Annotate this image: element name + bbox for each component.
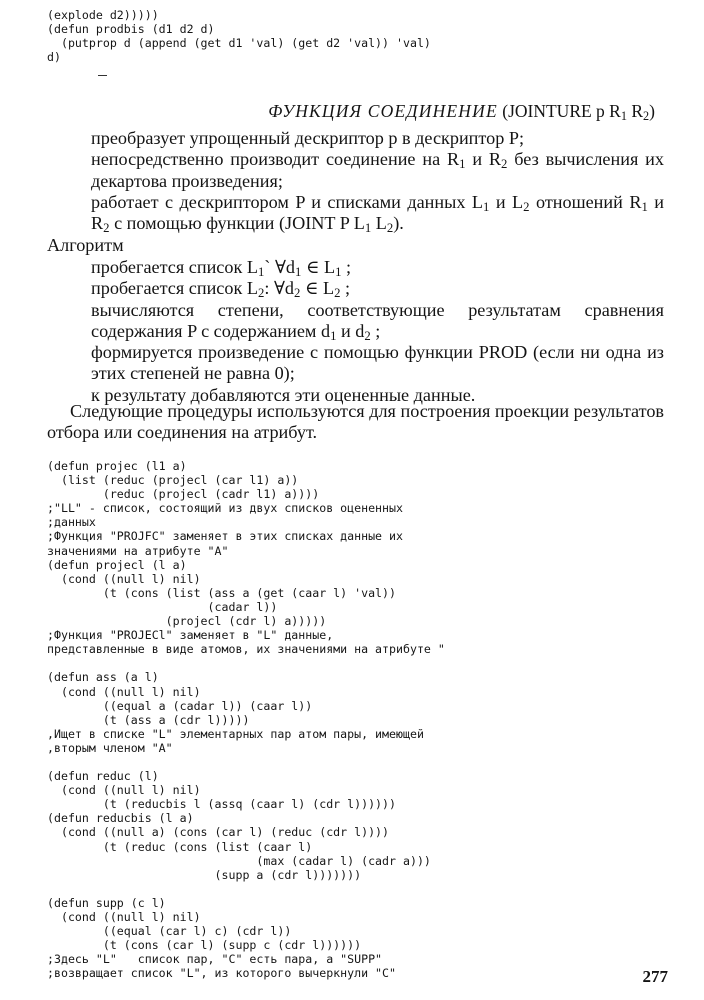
algorithm-step: к результату добавляются эти оцененные данные. — [91, 384, 476, 405]
description-line: работает с дескриптором P и списками данных $L_1$ и $L_2$ отношений $R_1$ и $R_2$ с помощью функции (JOINT P $L_1$ $L_2$). — [91, 191, 665, 236]
page-number: 277 — [642, 967, 668, 986]
algorithm-step: пробегается список $L_2$: $\forall d_2$ ∈ $L_2$ ; — [91, 278, 351, 301]
function-signature: (JOINTURE p $R_1$ $R_2$) — [502, 101, 655, 124]
intro-paragraph: Следующие процедуры используются для построения проекции результатов отбора или соединения на атрибут. — [47, 401, 664, 443]
decorative-dash — [98, 75, 107, 76]
function-description — [91, 128, 664, 234]
code-block-top: (explode d2))))) (defun prodbis (d1 d2 d) (putprop d (append (get d1 'val) (get d2 'val)) 'val) d) — [47, 8, 431, 65]
function-heading — [268, 101, 655, 122]
code-block-main: (defun projec (l1 a) (list (reduc (projecl (car l1) a)) (reduc (projecl (cadr l1) a)))) ;"LL" - список, состоящий из двух списков оцененных ;данных ;Функция "PROJFC" заменяет в этих списках данные их значениями на атрибуте "A" (defun projecl (l a) (cond ((null l) nil) (t (cons (list (ass a (get (caar l) 'val)) (cadar l)) (projecl (cdr l) a))))) ;Функция "PROJECl" заменяет в "L" данные, представленные в виде атомов, их значениями на атрибуте " (defun ass (a l) (cond ((null l) nil) ((equal a (cadar l)) (caar l)) (t (ass a (cdr l))))) ,Ищет в списке "L" элементарных пар атом пары, имеющей ,вторым членом "A" (defun reduc (l) (cond ((null l) nil) (t (reducbis l (assq (caar l) (cdr l)))))) (defun reducbis (l a) (cond ((null a) (cons (car l) (reduc (cdr l)))) (t (reduc (cons (list (caar l) (max (cadar l) (cadr a))) (supp a (cdr l))))))) (defun supp (c l) (cond ((null l) nil) ((equal (car l) c) (cdr l)) (t (cons (car l) (supp c (cdr l)))))) ;Здесь "L" список пар, "C" есть пара, а "SUPP" ;возвращает список "L", из которого вычеркнули "C" — [47, 459, 445, 981]
algorithm-title: Алгоритм — [47, 235, 124, 255]
algorithm-step: пробегается список $L_1`$ $\forall d_1$ ∈ $L_1$ ; — [91, 257, 352, 280]
algorithm-steps — [91, 257, 664, 406]
algorithm-step: вычисляются степени, соответствующие результатам сравнения содержания P с содержанием $d_1$ и $d_2$ ; — [91, 299, 664, 344]
function-title: ФУНКЦИЯ СОЕДИНЕНИЕ — [268, 101, 498, 121]
description-line: преобразует упрощенный дескриптор p в дескриптор P; — [91, 128, 525, 148]
description-line: непосредственно производит соединение на $R_1$ и $R_2$ без вычисления их декартова произведения; — [91, 149, 664, 191]
algorithm-step: формируется произведение с помощью функции PROD (если ни одна из этих степеней не равна 0); — [91, 342, 664, 384]
